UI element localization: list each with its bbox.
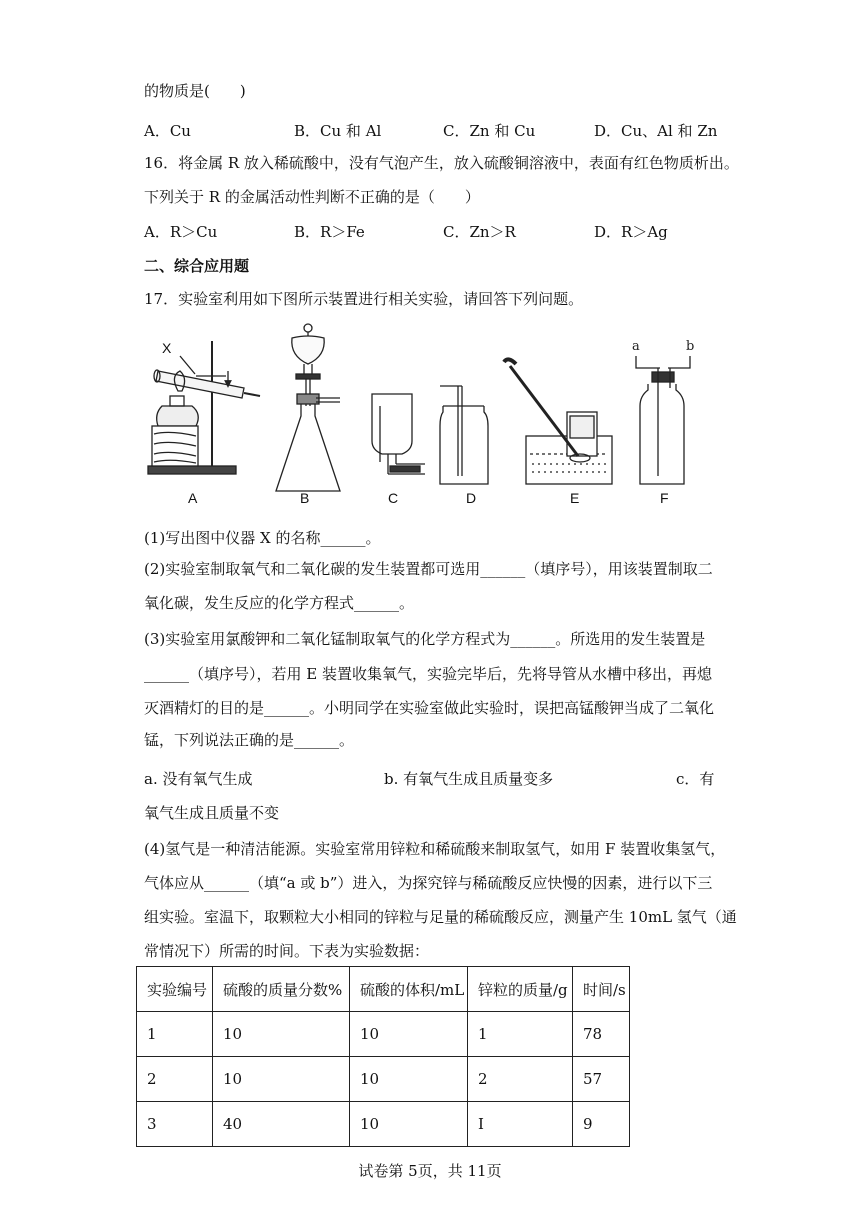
table-row [137,1012,630,1057]
q16-option-b: B．R＞Fe [294,223,365,241]
q17-part3-option-c-start: c．有 [676,770,715,788]
port-a-label: a [632,339,640,354]
table-cell: 78 [573,1012,630,1057]
page-footer: 试卷第 5页，共 11页 [358,1162,502,1180]
table-cell: 2 [137,1057,213,1102]
q16-stem-line2: 下列关于 R 的金属活动性判断不正确的是（ ） [144,188,480,206]
apparatus-d [440,386,488,484]
q16-stem-line1: 16．将金属 R 放入稀硫酸中，没有气泡产生，放入硫酸铜溶液中，表面有红色物质析出。 [144,154,739,172]
q16-option-c: C．Zn＞R [443,223,516,241]
apparatus-c [372,394,425,474]
q17-part4-line1: (4)氢气是一种清洁能源。实验室常用锌粒和稀硫酸来制取氢气，如用 F 装置收集氢气， [144,840,726,858]
section-title: 二、综合应用题 [144,257,250,275]
label-a: A [188,490,198,506]
q17-part3-line3: 灭酒精灯的目的是______。小明同学在实验室做此实验时，误把高锰酸钾当成了二氧化 [144,699,715,717]
label-f: F [660,490,669,506]
q17-part3-line4: 锰，下列说法正确的是______。 [144,731,355,749]
q17-part2-line1: (2)实验室制取氧气和二氧化碳的发生装置都可选用______（填序号），用该装置制取二 [144,560,713,578]
table-cell: 9 [573,1102,630,1147]
q17-part3-option-c-end: 氧气生成且质量不变 [144,804,280,822]
q16-option-a: A．R＞Cu [144,223,218,241]
q17-part3-line2: ______（填序号），若用 E 装置收集氧气，实验完毕后，先将导管从水槽中移出，再熄 [144,665,712,683]
q17-part4-line3: 组实验。室温下，取颗粒大小相同的锌粒与足量的稀硫酸反应，测量产生 10mL 氢气（通 [144,908,737,926]
label-c: C [388,490,399,506]
q16-option-d: D．R＞Ag [594,223,668,241]
table-row [137,1102,630,1147]
q15-stem-tail: 的物质是( ) [144,82,246,100]
q15-option-d: D．Cu、Al 和 Zn [594,122,718,140]
q17-part1: (1)写出图中仪器 X 的名称______。 [144,529,381,547]
q17-part4-line4: 常情况下）所需的时间。下表为实验数据： [144,942,430,960]
label-e: E [570,490,580,506]
q17-part3-line1: (3)实验室用氯酸钾和二氧化锰制取氧气的化学方程式为______。所选用的发生装置是 [144,630,706,648]
table-header-cell: 硫酸的体积/mL [350,967,468,1012]
q17-stem: 17．实验室利用如下图所示装置进行相关实验，请回答下列问题。 [144,290,584,308]
table-cell: 2 [468,1057,573,1102]
table-cell: 40 [213,1102,350,1147]
q17-part3-option-a: a. 没有氧气生成 [144,770,253,788]
apparatus-a [148,341,260,474]
apparatus-b [276,324,340,491]
port-b-label: b [686,339,695,354]
table-cell: 1 [137,1012,213,1057]
q17-part2-line2: 氧化碳，发生反应的化学方程式______。 [144,594,415,612]
table-cell: 10 [350,1057,468,1102]
table-row [137,1057,630,1102]
label-d: D [466,490,477,506]
experiment-table [136,966,630,1147]
table-cell: 10 [213,1012,350,1057]
label-x: X [162,340,172,356]
table-header-cell: 硫酸的质量分数% [213,967,350,1012]
q17-part3-option-b: b. 有氧气生成且质量变多 [384,770,554,788]
q15-option-b: B．Cu 和 Al [294,122,382,140]
q15-option-a: A．Cu [144,122,191,140]
table-header-cell: 实验编号 [137,967,213,1012]
table-header-cell: 时间/s [573,967,630,1012]
table-cell: I [468,1102,573,1147]
table-cell: 10 [350,1012,468,1057]
label-b: B [300,490,310,506]
table-cell: 10 [350,1102,468,1147]
apparatus-e [504,359,612,484]
apparatus-f [632,339,694,484]
table-cell: 3 [137,1102,213,1147]
table-cell: 1 [468,1012,573,1057]
q17-part4-line2: 气体应从______（填“a 或 b”）进入，为探究锌与稀硫酸反应快慢的因素，进行以下三 [144,874,713,892]
table-header-row [137,967,630,1012]
table-cell: 57 [573,1057,630,1102]
apparatus-figure [140,316,700,516]
q15-option-c: C．Zn 和 Cu [443,122,536,140]
table-cell: 10 [213,1057,350,1102]
table-header-cell: 锌粒的质量/g [468,967,573,1012]
